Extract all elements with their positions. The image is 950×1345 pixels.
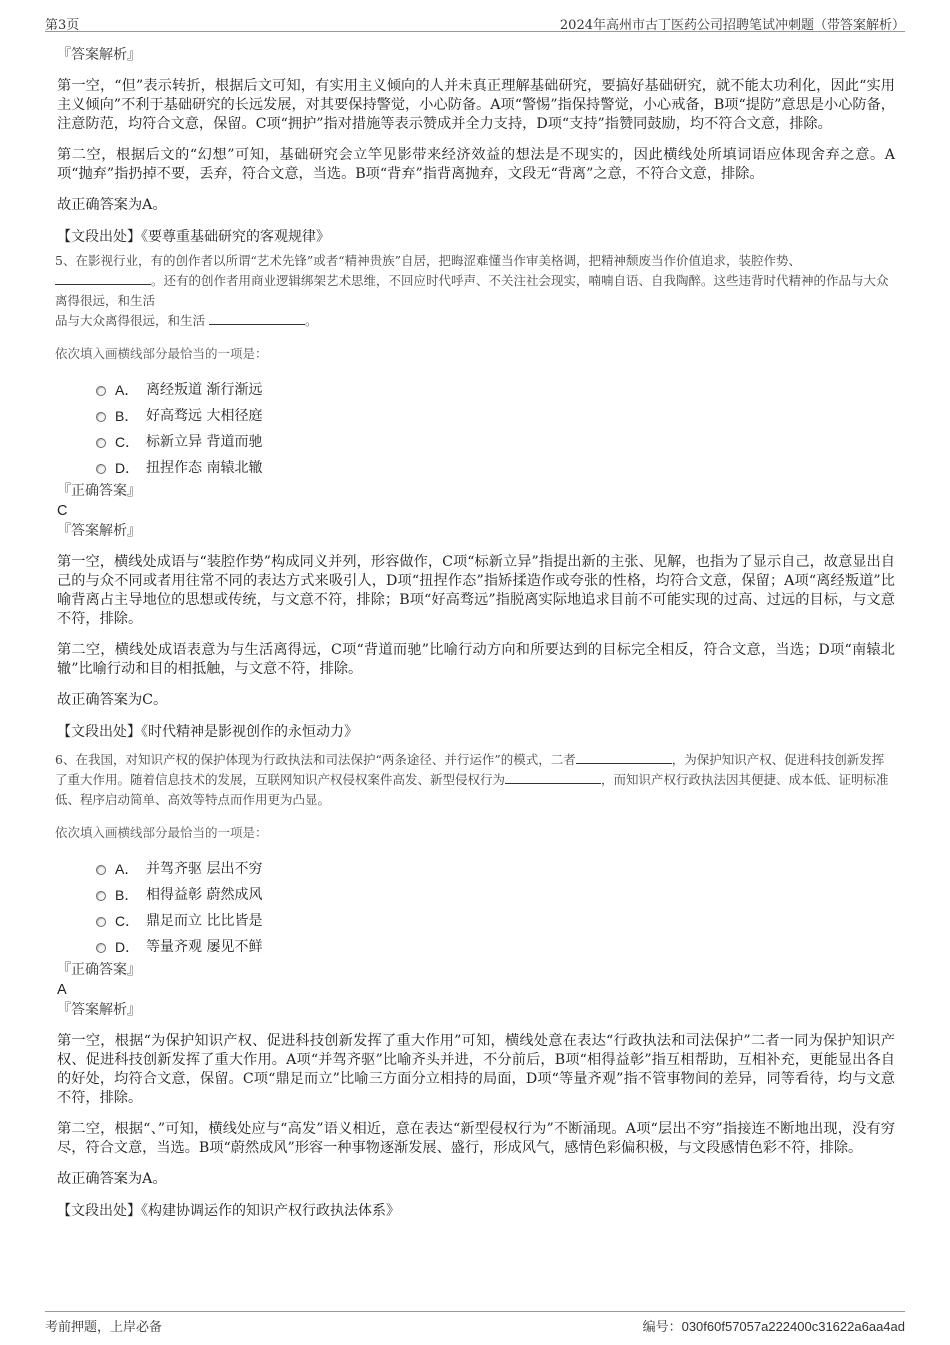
radio-button[interactable] [96,891,106,901]
correct-answer: A [57,982,67,998]
question-instruction: 依次填入画横线部分最恰当的一项是： [55,346,268,361]
radio-button[interactable] [96,917,106,927]
answer-conclusion: 故正确答案为A。 [57,197,167,213]
question-stem: 5、在影视行业，有的创作者以所谓“艺术先锋”或者“精神贵族”自居，把晦涩难懂当作审美格调，把精神颓废当作价值追求，装腔作势、 。还有的创作者用商业逻辑绑架艺术思维，不回应时代呼声、不关注社会现实，喃喃自语、自我陶醉。这些违背时代精神的作品与大众离得很远，和生活 品与大众离得很远，和生活 。 [55,253,889,328]
radio-button[interactable] [96,438,106,448]
document-title: 2024年高州市古丁医药公司招聘笔试冲刺题（带答案解析） [559,18,905,33]
option-d[interactable]: D． 等量齐观 屡见不鲜 [96,934,895,960]
option-list [96,856,895,960]
option-b[interactable]: B． 好高骛远 大相径庭 [96,403,895,429]
passage-source: 【文段出处】《时代精神是影视创作的永恒动力》 [57,724,358,740]
radio-button[interactable] [96,386,106,396]
answer-conclusion: 故正确答案为C。 [57,692,168,708]
fill-blank [55,273,151,285]
passage-source: 【文段出处】《构建协调运作的知识产权行政执法体系》 [57,1203,400,1219]
radio-button[interactable] [96,865,106,875]
analysis-label: 『答案解析』 [57,523,141,539]
analysis-paragraph: 第二空，根据“、”可知，横线处应与“高发”语义相近，意在表达“新型侵权行为”不断涌现。A项“层出不穷”指接连不断地出现，没有穷尽，符合文意，当选。B项“蔚然成风”形容一种事物逐渐发展、盛行，形成风气，感情色彩偏积极，与文段感情色彩不符，排除。 [57,1121,895,1156]
fill-blank [505,772,601,784]
option-c[interactable]: C． 标新立异 背道而驰 [96,429,895,455]
footer-slogan: 考前押题，上岸必备 [45,1320,163,1335]
page-footer [45,1311,905,1335]
radio-button[interactable] [96,412,106,422]
option-a[interactable]: A． 并驾齐驱 层出不穷 [96,856,895,882]
question-instruction: 依次填入画横线部分最恰当的一项是： [55,825,268,840]
document-code: 编号：030f60f57057a222400c31622a6aa4ad [642,1319,905,1335]
option-b[interactable]: B． 相得益彰 蔚然成风 [96,882,895,908]
analysis-paragraph: 第二空，横线处成语表意为与生活离得远，C项“背道而驰”比喻行动方向和所要达到的目标完全相反，符合文意，当选；D项“南辕北辙”比喻行动和目的相抵触，与文意不符，排除。 [57,642,895,677]
correct-answer-label: 『正确答案』 [57,483,141,499]
fill-blank [209,313,305,325]
question-stem: 6、在我国，对知识产权的保护体现为行政执法和司法保护“两条途径、并行运作”的模式，二者 ，为保护知识产权、促进科技创新发挥了重大作用。随着信息技术的发展，互联网知识产权侵权案件高发、新型侵权行为 ，而知识产权行政执法因其便捷、成本低、证明标准低、程序启动简单、高效等特点而作用更为凸显。 [55,752,889,807]
analysis-paragraph: 第二空，根据后文的“幻想”可知，基础研究会立竿见影带来经济效益的想法是不现实的，因此横线处所填词语应体现舍弃之意。A项“抛弃”指扔掉不要，丢弃，符合文意，当选。B项“背弃”指背离抛弃，文段无“背离”之意，不符合文意，排除。 [57,147,895,182]
analysis-label: 『答案解析』 [57,47,141,63]
radio-button[interactable] [96,943,106,953]
option-a[interactable]: A． 离经叛道 渐行渐远 [96,377,895,403]
passage-source: 【文段出处】《要尊重基础研究的客观规律》 [57,229,330,245]
option-c[interactable]: C． 鼎足而立 比比皆是 [96,908,895,934]
answer-conclusion: 故正确答案为A。 [57,1171,167,1187]
correct-answer: C [57,503,68,519]
option-list [96,377,895,481]
analysis-paragraph: 第一空，根据“为保护知识产权、促进科技创新发挥了重大作用”可知，横线处意在表达“行政执法和司法保护”二者一同为保护知识产权、促进科技创新发挥了重大作用。A项“并驾齐驱”比喻齐头并进，不分前后，B项“相得益彰”指互相帮助，互相补充，更能显出各自的好处，均符合文意，保留。C项“鼎足而立”比喻三方面分立相持的局面，D项“等量齐观”指不管事物间的差异，同等看待，均与文意不符，排除。 [57,1033,895,1106]
analysis-label: 『答案解析』 [57,1002,141,1018]
page-number: 第3页 [45,18,80,33]
radio-button[interactable] [96,464,106,474]
analysis-paragraph: 第一空，“但”表示转折，根据后文可知，有实用主义倾向的人并未真正理解基础研究，要搞好基础研究，就不能太功利化，因此“实用主义倾向”不利于基础研究的长远发展，对其要保持警觉，小心防备。A项“警惕”指保持警觉，小心戒备，B项“提防”意思是小心防备，注意防范，均符合文意，保留。C项“拥护”指对措施等表示赞成并全力支持，D项“支持”指赞同鼓励，均不符合文意，排除。 [57,78,895,132]
page-header [45,12,905,32]
page-content [57,45,895,1221]
analysis-paragraph: 第一空，横线处成语与“装腔作势”构成同义并列，形容做作，C项“标新立异”指提出新的主张、见解，也指为了显示自己，故意显出自己的与众不同或者用往常不同的表达方式来吸引人，D项“扭捏作态”指矫揉造作或夸张的性格，均符合文意，保留；A项“离经叛道”比喻背离占主导地位的思想或传统，与文意不符，排除；B项“好高骛远”指脱离实际地追求目前不可能实现的过高、过远的目标，与文意不符，排除。 [57,554,895,627]
correct-answer-label: 『正确答案』 [57,962,141,978]
fill-blank [576,752,672,764]
option-d[interactable]: D． 扭捏作态 南辕北辙 [96,455,895,481]
